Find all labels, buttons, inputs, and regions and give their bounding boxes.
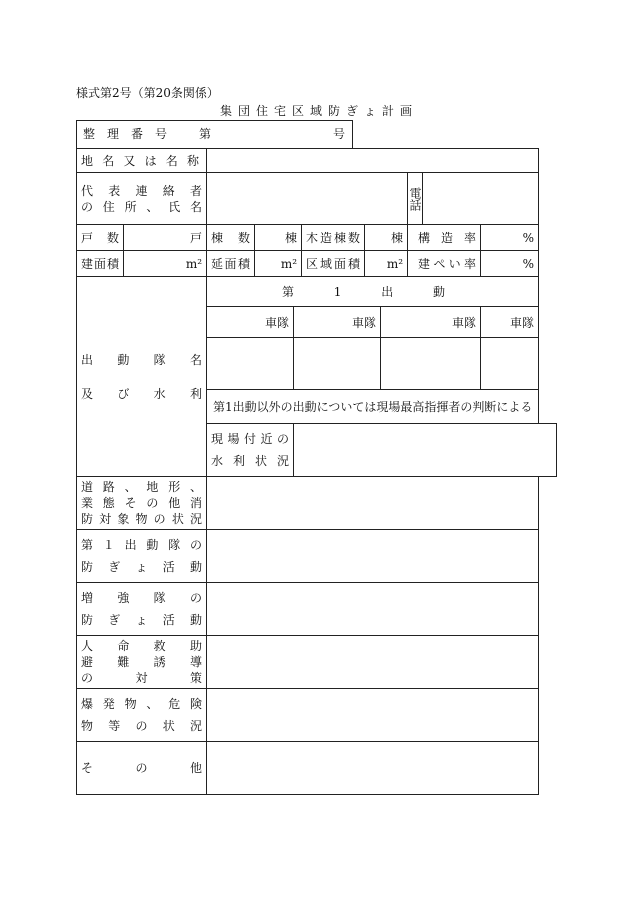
section-value-water-status[interactable] [294,424,557,477]
section-label-first-dispatch-defense: 第１出動隊の 防ぎょ活動 [77,530,207,583]
dispatch-label: 出動隊名 及び水利 [77,277,207,477]
representative-value[interactable] [207,173,408,225]
dispatch-header-row [77,277,557,307]
section-row [77,689,557,742]
floor-area-value[interactable] [255,251,302,277]
counts-row [77,225,557,251]
areas-row [77,251,557,277]
section-row [77,742,557,795]
dispatch-water-3[interactable] [381,338,481,390]
dispatch-water-1[interactable] [207,338,294,390]
dispatch-unit-2[interactable]: 車隊 [294,307,381,338]
section-label-explosives-hazards: 爆発物、危険 物等の状況 [77,689,207,742]
structure-ratio-unit: % [522,230,535,245]
form-label: 様式第2号（第20条関係） [76,86,219,100]
buildings-label: 棟数 [207,225,255,251]
buildings-value[interactable] [255,225,302,251]
households-unit: 戸 [190,231,203,245]
section-label-reinforcement-defense: 増強隊の 防ぎょ活動 [77,583,207,636]
dispatch-unit-4[interactable]: 車隊 [481,307,539,338]
structure-ratio-value[interactable] [481,225,539,251]
section-value-other[interactable] [207,742,539,795]
reference-number-label: 整理番号 [83,127,180,141]
building-area-unit: m² [185,256,203,271]
section-label-water-status: 現場付近の 水利状況 [207,424,294,477]
district-area-label: 区域面積 [302,251,365,277]
reference-number-box [76,120,353,148]
dispatch-water-4[interactable] [481,338,539,390]
dispatch-note: 第1出動以外の出動については現場最高指揮者の判断による [207,390,539,424]
wooden-buildings-label: 木造棟数 [302,225,365,251]
defense-plan-table [76,148,557,795]
wooden-unit: 棟 [391,231,404,245]
section-value-roads-terrain[interactable] [207,477,539,530]
floor-area-label: 延面積 [207,251,255,277]
section-row [77,583,557,636]
households-value[interactable] [124,225,207,251]
wooden-buildings-value[interactable] [365,225,408,251]
section-label-other: その他 [77,742,207,795]
section-row [77,636,557,689]
structure-ratio-label: 構造率 [408,225,481,251]
section-label-roads-terrain: 道路、地形、 業態その他消 防対象物の状況 [77,477,207,530]
representative-label: 代表連絡者 の住所、氏名 [77,173,207,225]
section-row [77,530,557,583]
section-row [77,477,557,530]
reference-number-prefix: 第 [199,127,212,141]
coverage-ratio-unit: % [522,256,535,271]
buildings-unit: 棟 [285,231,298,245]
building-area-label: 建面積 [77,251,124,277]
section-value-rescue-evacuation[interactable] [207,636,539,689]
section-value-first-dispatch-defense[interactable] [207,530,539,583]
district-area-unit: m² [386,256,404,271]
building-area-value[interactable] [124,251,207,277]
dispatch-unit-3[interactable]: 車隊 [381,307,481,338]
section-label-rescue-evacuation: 人命救助 避難誘導 の対策 [77,636,207,689]
floor-area-unit: m² [280,256,298,271]
representative-row [77,173,557,225]
page-title: 集団住宅区域防ぎょ計画 [220,104,419,118]
coverage-ratio-label: 建ぺい率 [408,251,481,277]
section-value-explosives-hazards[interactable] [207,689,539,742]
households-label: 戸数 [77,225,124,251]
dispatch-water-2[interactable] [294,338,381,390]
district-area-value[interactable] [365,251,408,277]
place-name-value[interactable] [207,149,539,173]
section-value-reinforcement-defense[interactable] [207,583,539,636]
dispatch-unit-1[interactable]: 車隊 [207,307,294,338]
place-name-row [77,149,557,173]
reference-number-value[interactable] [217,123,327,143]
phone-label: 電話 [408,173,423,225]
phone-value[interactable] [423,173,539,225]
place-name-label: 地名又は名称 [77,149,207,173]
reference-number-suffix: 号 [333,127,346,141]
first-dispatch-header: 第 1 出 動 [207,277,539,307]
coverage-ratio-value[interactable] [481,251,539,277]
